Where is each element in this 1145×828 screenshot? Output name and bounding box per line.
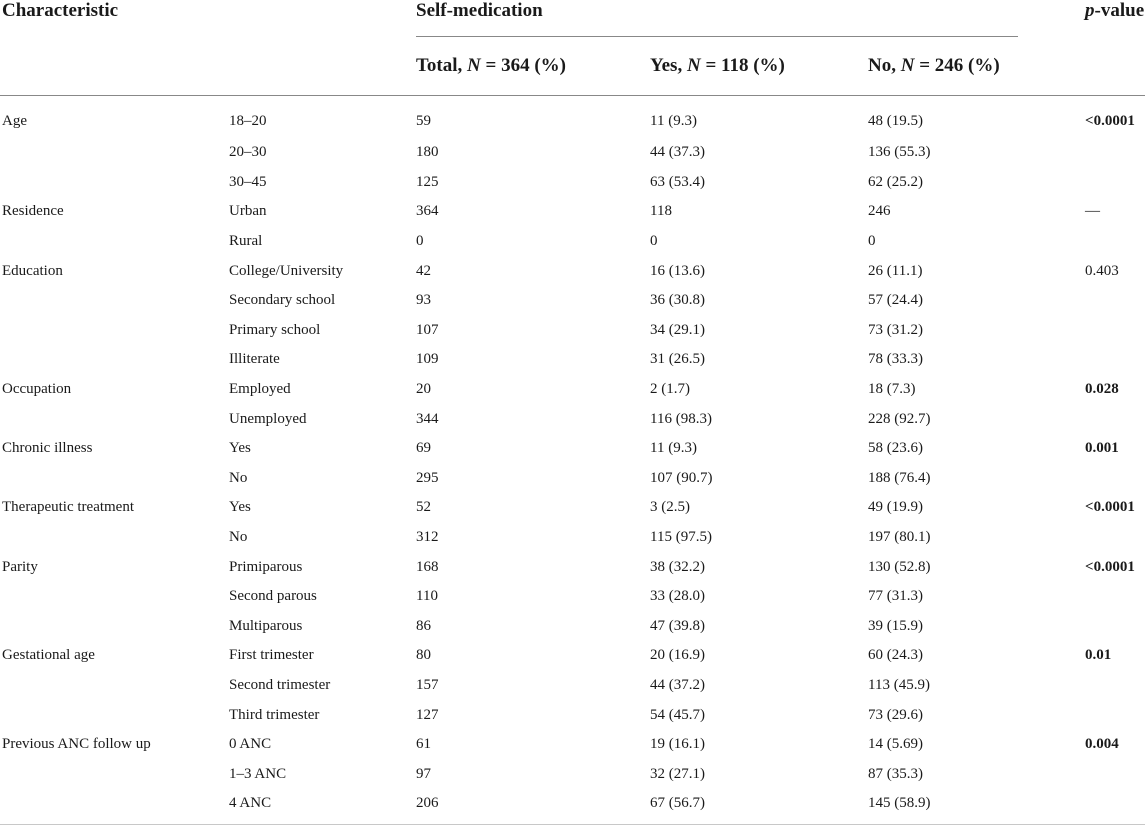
category-cell: Unemployed (229, 410, 307, 427)
no-cell: 58 (23.6) (868, 440, 923, 457)
header-empty-3 (1085, 37, 1145, 96)
total-cell: 69 (416, 440, 431, 457)
table-row (0, 256, 1145, 286)
characteristic-cell (0, 464, 229, 494)
header-no-prefix: No, (868, 55, 901, 76)
no-cell: 73 (31.2) (868, 321, 923, 338)
no-cell: 62 (25.2) (868, 173, 923, 190)
total-cell: 61 (416, 736, 431, 753)
characteristic-cell (0, 138, 229, 168)
p-value-cell: 0.01 (1085, 647, 1112, 664)
table-row (0, 286, 1145, 316)
total-cell: 59 (416, 112, 431, 129)
p-value-cell (1085, 404, 1145, 434)
header-row-1 (0, 0, 1145, 37)
category-cell: 30–45 (229, 173, 267, 190)
yes-cell: 115 (97.5) (650, 529, 712, 546)
characteristic-cell: Chronic illness (2, 440, 93, 457)
characteristic-cell: Occupation (2, 381, 72, 398)
header-p-italic: p (1085, 0, 1095, 21)
p-value-cell: <0.0001 (1085, 499, 1135, 516)
category-cell: Rural (229, 233, 263, 250)
total-cell: 109 (416, 351, 439, 368)
total-cell: 127 (416, 706, 439, 723)
total-cell: 110 (416, 588, 438, 605)
no-cell: 136 (55.3) (868, 144, 931, 161)
table-row (0, 759, 1145, 789)
table-row (0, 434, 1145, 464)
table-row (0, 523, 1145, 553)
yes-cell: 34 (29.1) (650, 321, 705, 338)
header-yes (650, 37, 868, 96)
table-row (0, 552, 1145, 582)
category-cell: 0 ANC (229, 736, 272, 753)
header-self-medication-rule (416, 0, 1018, 37)
category-cell: Primiparous (229, 558, 303, 575)
p-value-cell (1085, 759, 1145, 789)
no-cell: 77 (31.3) (868, 588, 923, 605)
table-row (0, 138, 1145, 168)
table-row (0, 671, 1145, 701)
table-body (0, 96, 1145, 819)
header-no-n: N (900, 55, 915, 76)
header-self-medication-label: Self-medication (416, 0, 543, 21)
header-total-prefix: Total, (416, 55, 468, 76)
p-value-cell (1085, 523, 1145, 553)
p-value-cell (1085, 227, 1145, 257)
category-cell: Second trimester (229, 676, 331, 693)
total-cell: 180 (416, 144, 439, 161)
yes-cell: 2 (1.7) (650, 381, 690, 398)
category-cell: Multiparous (229, 617, 303, 634)
yes-cell: 63 (53.4) (650, 173, 705, 190)
p-value-cell: <0.0001 (1085, 558, 1135, 575)
category-cell: Second parous (229, 588, 317, 605)
table-row (0, 345, 1145, 375)
total-cell: 107 (416, 321, 439, 338)
p-value-cell: 0.004 (1085, 736, 1119, 753)
header-p-rest: -value (1094, 0, 1145, 21)
category-cell: First trimester (229, 647, 314, 664)
total-cell: 42 (416, 262, 431, 279)
header-self-medication (416, 0, 1085, 37)
yes-cell: 44 (37.3) (650, 144, 705, 161)
category-cell: College/University (229, 262, 344, 279)
table-row (0, 168, 1145, 198)
p-value-cell (1085, 582, 1145, 612)
p-value-cell (1085, 286, 1145, 316)
header-empty-1 (0, 37, 229, 96)
characteristic-cell: Parity (2, 558, 38, 575)
category-cell: Urban (229, 203, 267, 220)
yes-cell: 118 (650, 203, 672, 220)
no-cell: 246 (868, 203, 891, 220)
header-yes-prefix: Yes, (650, 55, 687, 76)
p-value-cell (1085, 168, 1145, 198)
category-cell: Employed (229, 381, 291, 398)
no-cell: 197 (80.1) (868, 529, 931, 546)
total-cell: 86 (416, 617, 431, 634)
no-cell: 87 (35.3) (868, 765, 923, 782)
p-value-cell: 0.001 (1085, 440, 1119, 457)
characteristic-cell (0, 404, 229, 434)
yes-cell: 107 (90.7) (650, 469, 713, 486)
category-cell: Yes (229, 499, 251, 516)
characteristic-cell (0, 286, 229, 316)
p-value-cell: — (1085, 203, 1101, 220)
yes-cell: 19 (16.1) (650, 736, 705, 753)
table-row (0, 96, 1145, 139)
p-value-cell (1085, 700, 1145, 730)
characteristic-cell (0, 671, 229, 701)
no-cell: 113 (45.9) (868, 676, 930, 693)
header-total-n: N (467, 55, 481, 76)
header-spacer (229, 0, 416, 37)
total-cell: 206 (416, 795, 439, 812)
header-row-2 (0, 37, 1145, 96)
no-cell: 18 (7.3) (868, 381, 916, 398)
table-row (0, 641, 1145, 671)
characteristic-cell (0, 789, 229, 819)
yes-cell: 47 (39.8) (650, 617, 705, 634)
total-cell: 295 (416, 469, 439, 486)
characteristic-cell: Education (2, 262, 63, 279)
category-cell: No (229, 469, 248, 486)
yes-cell: 32 (27.1) (650, 765, 705, 782)
no-cell: 78 (33.3) (868, 351, 923, 368)
table-row (0, 464, 1145, 494)
total-cell: 93 (416, 292, 431, 309)
p-value-cell (1085, 612, 1145, 642)
total-cell: 344 (416, 410, 439, 427)
category-cell: Secondary school (229, 292, 336, 309)
header-no (868, 37, 1085, 96)
no-cell: 57 (24.4) (868, 292, 923, 309)
yes-cell: 11 (9.3) (650, 440, 697, 457)
yes-cell: 44 (37.2) (650, 676, 705, 693)
category-cell: Illiterate (229, 351, 280, 368)
category-cell: No (229, 529, 248, 546)
characteristic-cell (0, 227, 229, 257)
characteristic-cell (0, 759, 229, 789)
category-cell: Third trimester (229, 706, 320, 723)
header-empty-2 (229, 37, 416, 96)
yes-cell: 54 (45.7) (650, 706, 705, 723)
table-row (0, 227, 1145, 257)
characteristic-cell (0, 612, 229, 642)
yes-cell: 67 (56.7) (650, 795, 705, 812)
total-cell: 20 (416, 381, 431, 398)
header-p-value (1085, 0, 1145, 37)
yes-cell: 16 (13.6) (650, 262, 705, 279)
p-value-cell (1085, 138, 1145, 168)
table-row (0, 730, 1145, 760)
p-value-cell: 0.403 (1085, 262, 1119, 279)
no-cell: 130 (52.8) (868, 558, 931, 575)
total-cell: 157 (416, 676, 439, 693)
characteristic-cell (0, 700, 229, 730)
no-cell: 0 (868, 233, 876, 250)
category-cell: Yes (229, 440, 251, 457)
characteristic-cell (0, 523, 229, 553)
yes-cell: 11 (9.3) (650, 112, 697, 129)
p-value-cell (1085, 345, 1145, 375)
category-cell: Primary school (229, 321, 321, 338)
no-cell: 145 (58.9) (868, 795, 931, 812)
no-cell: 60 (24.3) (868, 647, 923, 664)
yes-cell: 3 (2.5) (650, 499, 690, 516)
characteristic-cell: Age (2, 112, 27, 129)
table-row (0, 582, 1145, 612)
total-cell: 312 (416, 529, 439, 546)
total-cell: 52 (416, 499, 431, 516)
characteristic-cell: Gestational age (2, 647, 95, 664)
category-cell: 4 ANC (229, 795, 272, 812)
no-cell: 188 (76.4) (868, 469, 931, 486)
characteristic-cell: Residence (2, 203, 64, 220)
table-row (0, 404, 1145, 434)
header-no-suffix: = 246 (%) (914, 55, 1000, 76)
total-cell: 364 (416, 203, 439, 220)
characteristic-cell: Therapeutic treatment (2, 499, 135, 516)
no-cell: 48 (19.5) (868, 112, 923, 129)
no-cell: 49 (19.9) (868, 499, 923, 516)
category-cell: 1–3 ANC (229, 765, 287, 782)
no-cell: 39 (15.9) (868, 617, 923, 634)
yes-cell: 31 (26.5) (650, 351, 705, 368)
p-value-cell (1085, 671, 1145, 701)
header-yes-suffix: = 118 (%) (700, 55, 785, 76)
yes-cell: 33 (28.0) (650, 588, 705, 605)
no-cell: 73 (29.6) (868, 706, 923, 723)
total-cell: 168 (416, 558, 439, 575)
no-cell: 228 (92.7) (868, 410, 931, 427)
yes-cell: 38 (32.2) (650, 558, 705, 575)
no-cell: 26 (11.1) (868, 262, 923, 279)
header-total-suffix: = 364 (%) (480, 55, 567, 76)
total-cell: 125 (416, 173, 439, 190)
p-value-cell: <0.0001 (1085, 112, 1135, 129)
characteristic-cell (0, 168, 229, 198)
characteristic-cell (0, 345, 229, 375)
yes-cell: 20 (16.9) (650, 647, 705, 664)
header-total (416, 37, 650, 96)
characteristic-cell (0, 582, 229, 612)
table-row (0, 375, 1145, 405)
header-yes-n: N (686, 55, 701, 76)
table-row (0, 789, 1145, 819)
no-cell: 14 (5.69) (868, 736, 923, 753)
table-row (0, 493, 1145, 523)
table-row (0, 612, 1145, 642)
p-value-cell: 0.028 (1085, 381, 1119, 398)
table-row (0, 197, 1145, 227)
p-value-cell (1085, 316, 1145, 346)
table-bottom-rule (0, 824, 1145, 825)
total-cell: 97 (416, 765, 431, 782)
characteristic-cell: Previous ANC follow up (2, 736, 151, 753)
yes-cell: 0 (650, 233, 658, 250)
category-cell: 18–20 (229, 112, 267, 129)
characteristic-cell (0, 316, 229, 346)
category-cell: 20–30 (229, 144, 267, 161)
p-value-cell (1085, 464, 1145, 494)
yes-cell: 36 (30.8) (650, 292, 705, 309)
total-cell: 80 (416, 647, 431, 664)
table-row (0, 700, 1145, 730)
total-cell: 0 (416, 233, 424, 250)
table-row (0, 316, 1145, 346)
yes-cell: 116 (98.3) (650, 410, 712, 427)
header-characteristic: Characteristic (2, 0, 119, 21)
p-value-cell (1085, 789, 1145, 819)
